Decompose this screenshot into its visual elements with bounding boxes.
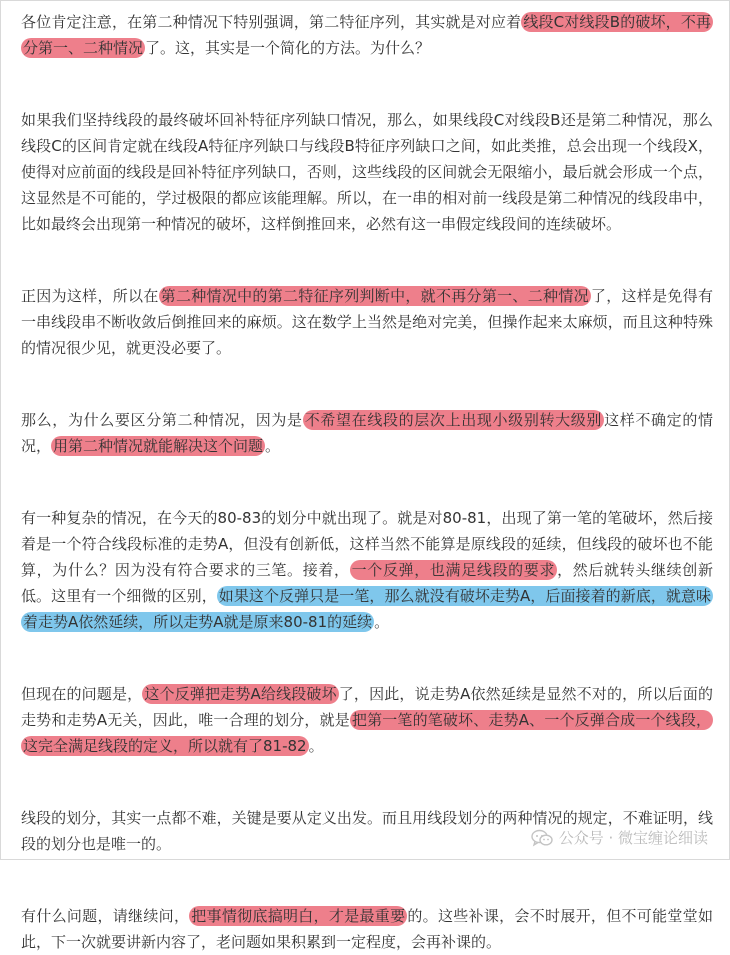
text-segment: 线段的划分，其实一点都不难，关键是要从定义出发。而且用线段划分的两种情况的规定，不难证明，线段的划分也是唯一的。 — [21, 809, 713, 853]
text-segment: 如果我们坚持线段的最终破坏回补特征序列缺口情况，那么，如果线段C对线段B还是第二种情况，那么线段C的区间肯定就在线段A特征序列缺口与线段B特征序列缺口之间，如此类推，总会出现一个线段X，使得对应前面的线段是回补特征序列缺口，否则，这些线段的区间就会无限缩小，最后就会形成一个点，这显然是不可能的，学过极限的都应该能理解。所以，在一串的相对前一线段是第二种情况的线段串中，比如最终会出现第一种情况的破坏，这样倒推回来，必然有这一串假定线段间的连续破坏。 — [21, 111, 713, 233]
text-segment: 有什么问题，请继续问， — [21, 907, 190, 925]
article-body — [21, 9, 713, 955]
text-segment: 各位肯定注意，在第二种情况下特别强调，第二特征序列，其实就是对应着 — [21, 13, 522, 31]
text-segment: 。 — [308, 737, 324, 755]
paragraph — [21, 681, 713, 759]
highlight-red: 线段C对线段B的破坏，不再分第一、二种情况 — [23, 13, 712, 57]
text-segment: 了，这样是免得有一串线段串不断收敛后倒推回来的麻烦。这在数学上当然是绝对完美，但操作起来太麻烦，而且这种特殊的情况很少见，就更没必要了。 — [21, 287, 713, 357]
text-segment: 这样不确定的情况， — [21, 411, 713, 455]
text-segment: 。 — [374, 613, 390, 631]
text-segment: 正因为这样，所以在 — [21, 287, 159, 305]
text-segment: 了，因此，说走势A依然延续是显然不对的，所以后面的走势和走势A无关，因此，唯一合理的划分，就是 — [21, 685, 713, 729]
wechat-icon — [531, 829, 553, 847]
text-segment: 。 — [265, 437, 281, 455]
text-segment: 的。这些补课，会不时展开，但不可能堂堂如此，下一次就要讲新内容了，老问题如果积累到一定程度，会再补课的。 — [21, 907, 713, 951]
text-segment: 有一种复杂的情况，在今天的80-83的划分中就出现了。就是对80-81，出现了第一笔的笔破坏，然后接着是一个符合线段标准的走势A，但没有创新低，这样当然不能算是原线段的延续，但线段的破坏也不能算，为什么？因为没有符合要求的三笔。接着， — [21, 509, 713, 579]
paragraph — [21, 903, 713, 955]
highlight-blue: 如果这个反弹只是一笔，那么就没有破坏走势A，后面接着的新底，就意味着走势A依然延续，所以走势A就是原来80-81的延续 — [23, 587, 711, 631]
watermark-text: 公众号 · 微宝缠论细读 — [558, 829, 708, 847]
paragraph — [21, 9, 713, 61]
highlight-red: 一个反弹，也满足线段的要求 — [351, 561, 556, 579]
paragraph — [21, 505, 713, 635]
highlight-red: 这个反弹把走势A给线段破坏 — [144, 685, 337, 703]
highlight-red: 不希望在线段的层次上出现小级别转大级别 — [304, 411, 603, 429]
highlight-red: 用第二种情况就能解决这个问题 — [53, 437, 264, 455]
text-segment: 但现在的问题是， — [21, 685, 143, 703]
paragraph — [21, 407, 713, 459]
paragraph — [21, 283, 713, 361]
text-segment: 了。这，其实是一个简化的方法。为什么？ — [145, 39, 431, 57]
highlight-red: 把第一笔的笔破坏、走势A、一个反弹合成一个线段，这完全满足线段的定义，所以就有了81-82 — [23, 711, 712, 755]
watermark — [531, 827, 708, 848]
paragraph — [21, 107, 713, 237]
text-segment: ，然后就转头继续创新低。这里有一个细微的区别， — [21, 561, 713, 605]
text-segment: 那么，为什么要区分第二种情况，因为是 — [21, 411, 303, 429]
highlight-red: 第二种情况中的第二特征序列判断中，就不再分第一、二种情况 — [160, 287, 589, 305]
highlight-red: 把事情彻底搞明白，才是最重要 — [191, 907, 406, 925]
